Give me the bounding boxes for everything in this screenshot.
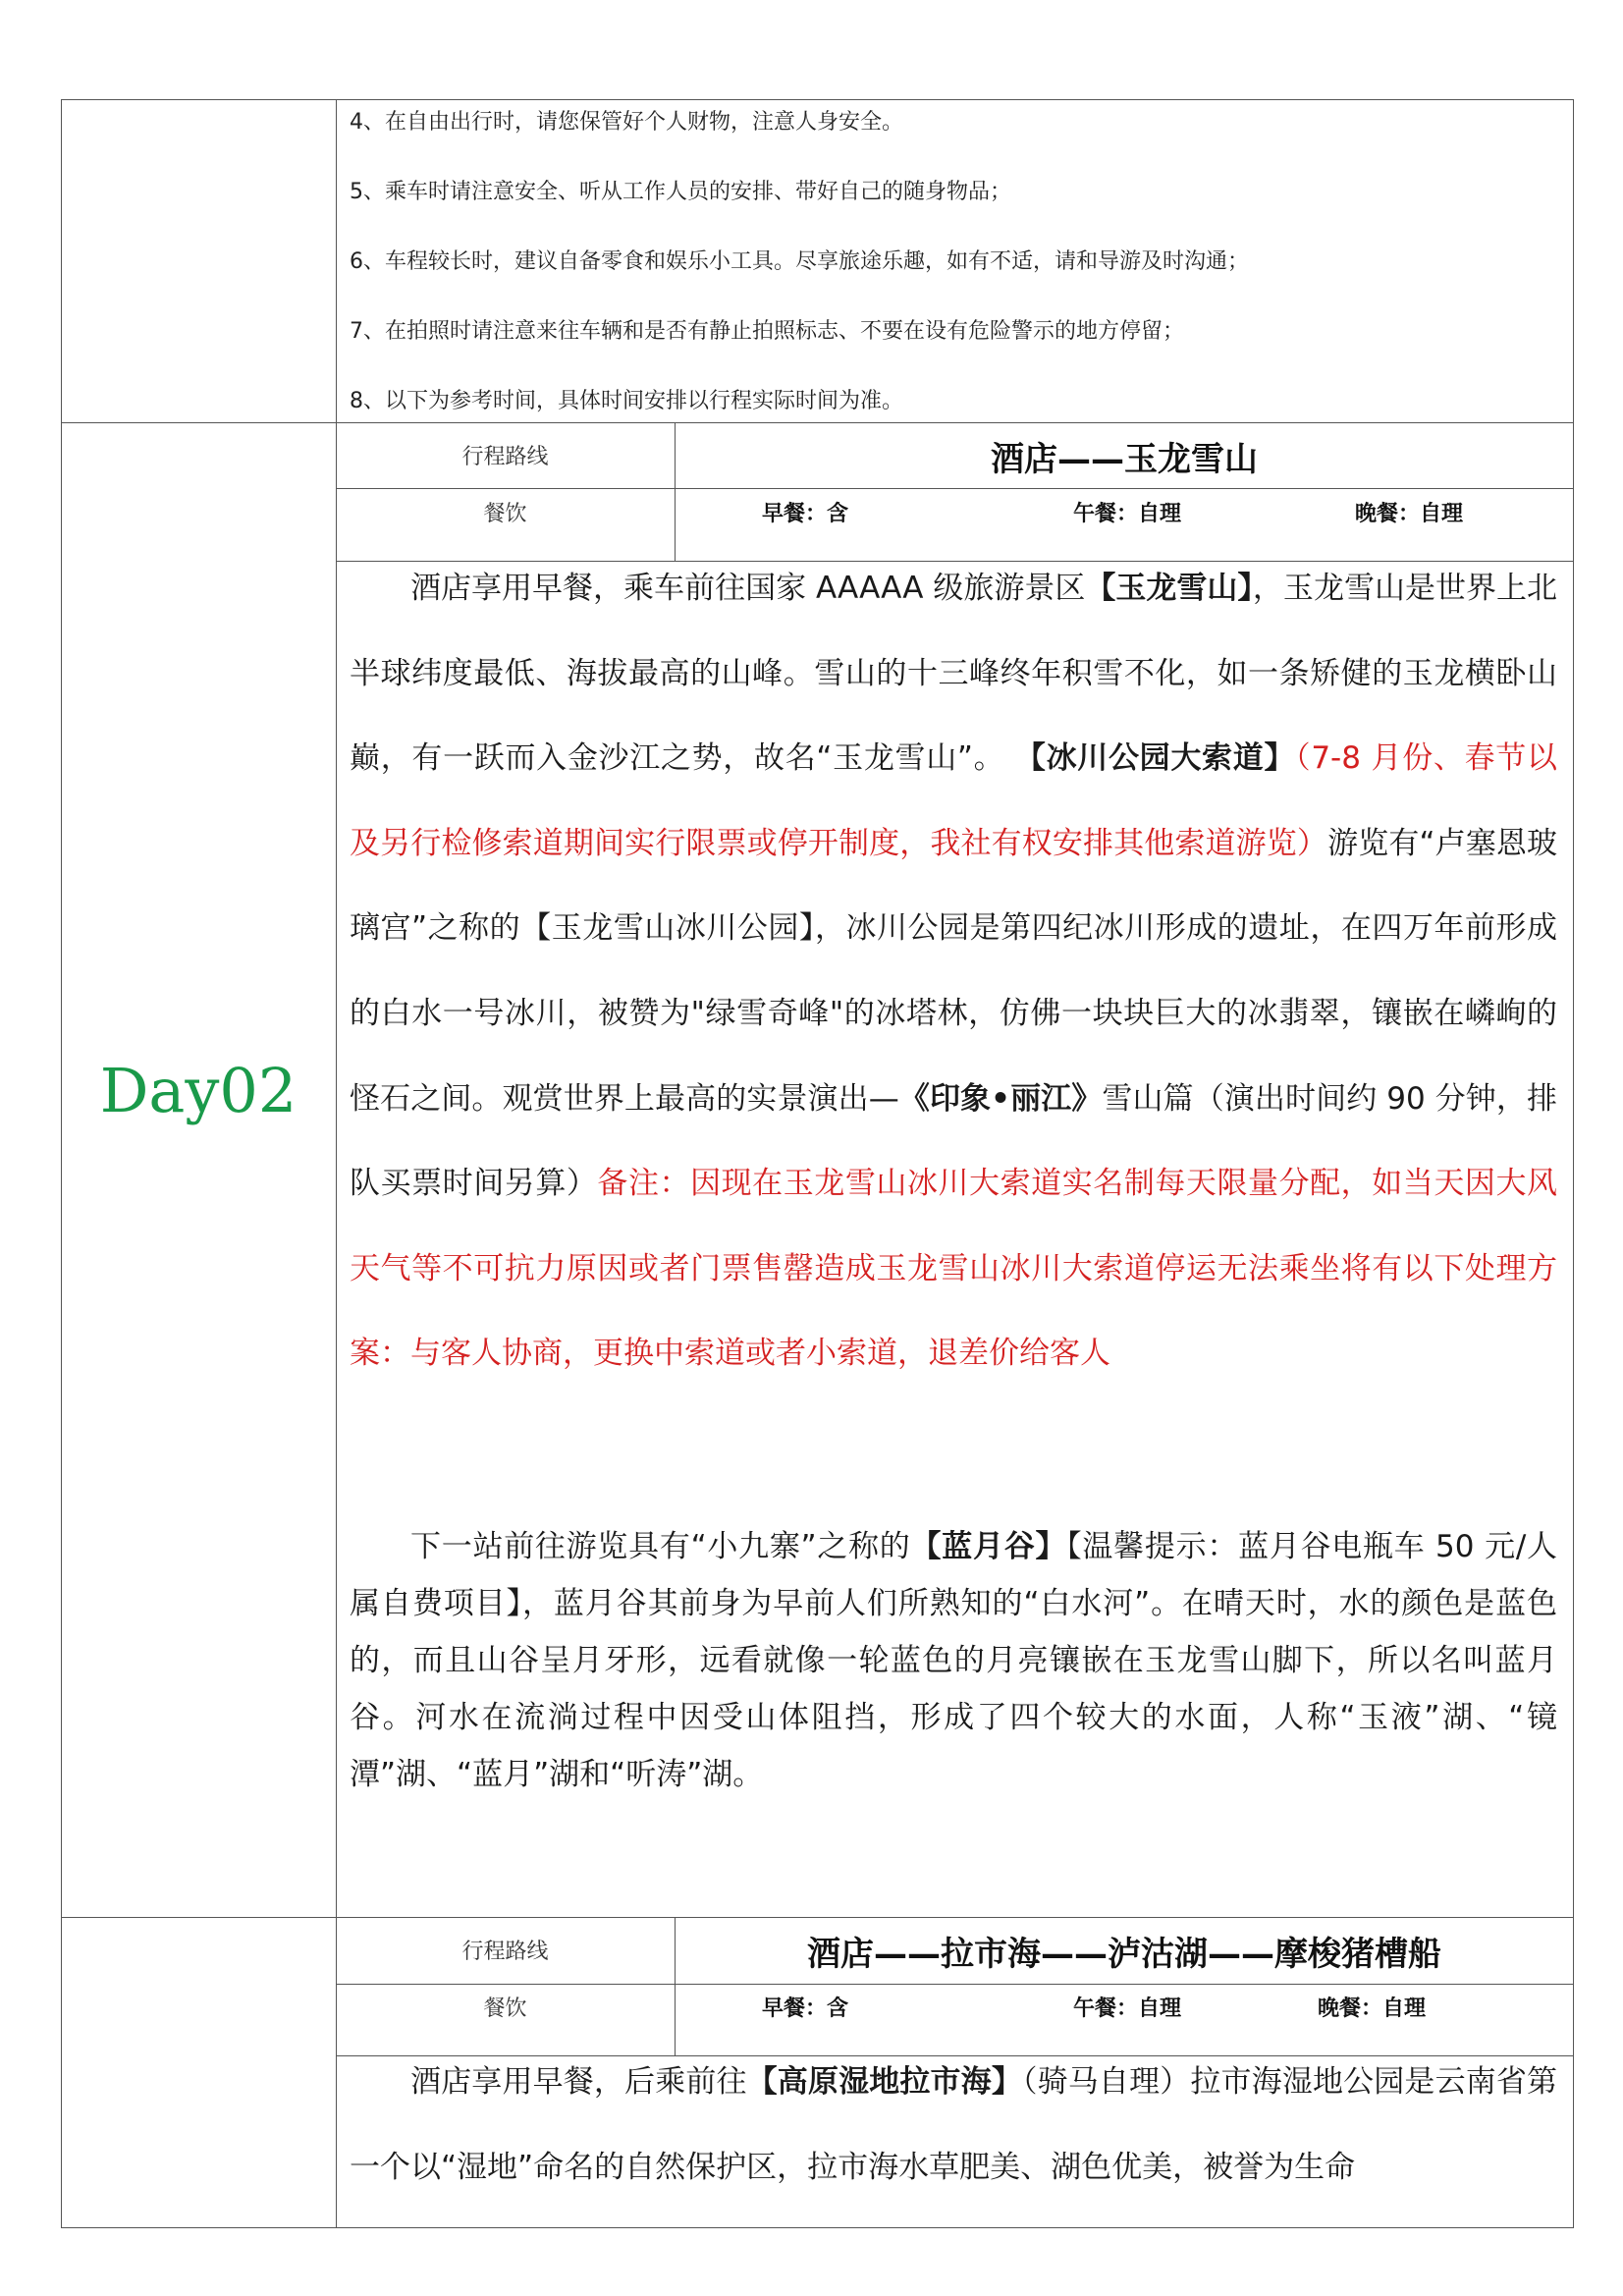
dinner-info: 晚餐：自理 — [1318, 1996, 1427, 2021]
meal-label: 餐饮 — [483, 502, 527, 526]
breakfast-info: 早餐：含 — [762, 502, 849, 526]
route-title: 酒店——拉市海——泸沽湖——摩梭猪槽船 — [807, 1935, 1441, 1974]
day02-description-2: 下一站前往游览具有“小九寨”之称的【蓝月谷】【温馨提示：蓝月谷电瓶车 50 元/人属自费项目】，蓝月谷其前身为早前人们所熟知的“白水河”。在晴天时，水的颜色是蓝色的，而且山谷呈月牙形，远看就像一轮蓝色的月亮镶嵌在玉龙雪山脚下，所以名叫蓝月谷。河水在流淌过程中因受山体阻挡，形成了四个较大的水面，人称“玉液”湖、“镜潭”湖、“蓝月”湖和“听涛”湖。 — [350, 1529, 1557, 1792]
note-item: 7、在拍照时请注意来往车辆和是否有静止拍照标志、不要在设有危险警示的地方停留； — [350, 319, 1184, 344]
note-item: 5、乘车时请注意安全、听从工作人员的安排、带好自己的随身物品； — [350, 180, 1011, 204]
column-divider — [336, 99, 337, 2228]
day-label: Day02 — [99, 1055, 298, 1126]
dinner-info: 晚餐：自理 — [1355, 502, 1464, 526]
note-item: 6、车程较长时，建议自备零食和娱乐小工具。尽享旅途乐趣，如有不适，请和导游及时沟通； — [350, 249, 1250, 274]
route-label: 行程路线 — [461, 1940, 549, 1964]
lunch-info: 午餐：自理 — [1073, 502, 1182, 526]
cell-divider — [336, 488, 1574, 489]
cell-divider — [336, 1984, 1574, 1985]
note-item: 8、以下为参考时间，具体时间安排以行程实际时间为准。 — [350, 389, 903, 413]
route-title: 酒店——玉龙雪山 — [991, 440, 1258, 479]
note-item: 4、在自由出行时，请您保管好个人财物，注意人身安全。 — [350, 110, 903, 135]
route-label: 行程路线 — [461, 445, 549, 469]
meal-label: 餐饮 — [483, 1996, 527, 2021]
row-divider — [61, 1917, 1574, 1918]
breakfast-info: 早餐：含 — [762, 1996, 849, 2021]
day03-description: 酒店享用早餐，后乘前往【高原湿地拉市海】（骑马自理）拉市海湿地公园是云南省第一个以“湿地”命名的自然保护区，拉市海水草肥美、湖色优美，被誉为生命 — [350, 2064, 1557, 2185]
row-divider — [61, 422, 1574, 423]
day02-description: 酒店享用早餐，乘车前往国家 AAAAA 级旅游景区【玉龙雪山】，玉龙雪山是世界上北半球纬度最低、海拔最高的山峰。雪山的十三峰终年积雪不化，如一条矫健的玉龙横卧山巅，有一跃而入金沙江之势，故名“玉龙雪山”。 【冰川公园大索道】（7-8 月份、春节以及另行检修索道期间实行限票或停开制度，我社有权安排其他索道游览）游览有“卢塞恩玻璃宫”之称的【玉龙雪山冰川公园】，冰川公园是第四纪冰川形成的遗址，在四万年前形成的白水一号冰川，被赞为"绿雪奇峰"的冰塔林，仿佛一块块巨大的冰翡翠，镶嵌在嶙峋的怪石之间。观赏世界上最高的实景演出—《印象•丽江》雪山篇（演出时间约 90 分钟，排队买票时间另算）备注：因现在玉龙雪山冰川大索道实名制每天限量分配，如当天因大风天气等不可抗力原因或者门票售罄造成玉龙雪山冰川大索道停运无法乘坐将有以下处理方案：与客人协商，更换中索道或者小索道，退差价给客人 — [350, 571, 1558, 1372]
lunch-info: 午餐：自理 — [1073, 1996, 1182, 2021]
